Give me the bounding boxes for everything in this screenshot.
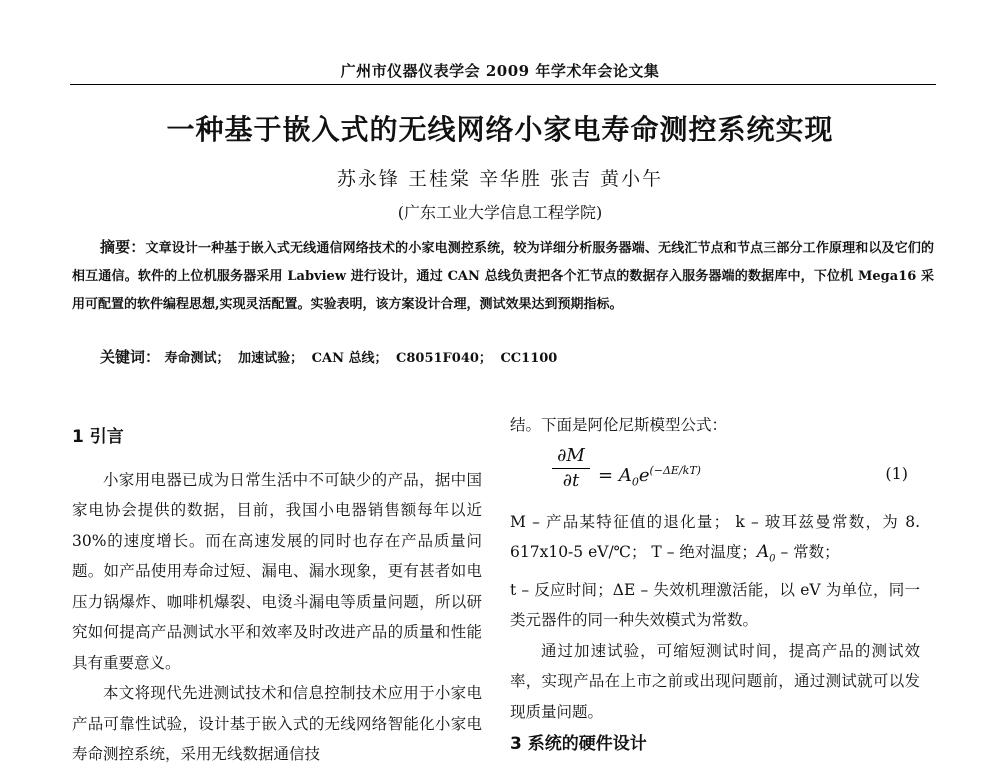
fraction-bar xyxy=(552,468,590,469)
formula-e: e xyxy=(638,464,650,486)
arrhenius-formula xyxy=(510,441,920,503)
formula-denominator: ∂t xyxy=(562,469,580,491)
const-a-sub: 0 xyxy=(769,553,776,565)
keyword-item: 寿命测试； xyxy=(164,351,230,366)
def-text-1: M – 产品某特征值的退化量； k – 玻耳兹曼常数，为 8. 617x10-5 eV/℃； T – 绝对温度； xyxy=(510,512,920,561)
keywords-label: 关键词： xyxy=(100,348,161,366)
formula-definitions-2: t – 反应时间；ΔE – 失效机理激活能，以 eV 为单位，同一类元器件的同一种失效模式为常数。 xyxy=(510,580,920,630)
abstract-label: 摘要： xyxy=(100,238,146,256)
right-column xyxy=(510,410,920,760)
paper-authors: 苏永锋 王桂棠 辛华胜 张吉 黄小午 xyxy=(336,168,664,190)
formula-equals: = xyxy=(598,464,614,486)
abstract-text: 文章设计一种基于嵌入式无线通信网络技术的小家电测控系统，较为详细分析服务器端、无线汇节点和节点三部分工作原理和以及它们的相互通信。软件的上位机服务器采用 Labview 进行设计，通过 CAN 总线负责把各个汇节点的数据存入服务器端的数据库中，下位机 Mega16 采用可配置的软件编程思想,实现灵活配置。实验表明，该方案设计合理，测试效果达到预期指标。 xyxy=(72,241,934,312)
formula-fraction xyxy=(552,445,590,492)
keyword-item: CC1100 xyxy=(500,351,558,366)
left-column xyxy=(72,410,482,770)
accel-test-paragraph: 通过加速试验，可缩短测试时间，提高产品的测试效率，实现产品在上市之前或出现问题前，通过测试就可以发现质量问题。 xyxy=(510,641,920,721)
const-a0 xyxy=(756,542,776,565)
formula-definitions-1 xyxy=(510,507,920,575)
keywords xyxy=(100,346,920,367)
paper-affiliation: (广东工业大学信息工程学院) xyxy=(397,203,603,222)
formula-exponent: (−ΔE/kT) xyxy=(649,463,701,477)
formula-a: A xyxy=(618,464,632,486)
intro-paragraph-1: 小家用电器已成为日常生活中不可缺少的产品，据中国家电协会提供的数据，目前，我国小电器销售额每年以近 30%的速度增长。而在高速发展的同时也存在产品质量问题。如产品使用寿命过短、漏电、漏水现象，更有甚者如电压力锅爆炸、咖啡机爆裂、电烫斗漏电等质量问题，所以研究如何提高产品测试水平和效率及时改进产品的质量和性能具有重要意义。 xyxy=(72,470,482,672)
formula-intro: 结。下面是阿伦尼斯模型公式： xyxy=(510,416,728,434)
keyword-item: C8051F040； xyxy=(396,351,492,366)
keyword-item: CAN 总线； xyxy=(311,351,388,366)
running-header: 广州市仪器仪表学会 2009 年学术年会论文集 xyxy=(340,62,660,80)
header-rule xyxy=(70,84,936,85)
formula-numerator: ∂M xyxy=(557,444,585,466)
section-3-heading: 3 系统的硬件设计 xyxy=(510,734,647,755)
const-a: A xyxy=(756,542,770,562)
section-1-heading: 1 引言 xyxy=(72,427,124,447)
formula-rhs xyxy=(598,456,701,498)
def-text-1-end: – 常数； xyxy=(775,543,840,561)
keyword-item: 加速试验； xyxy=(238,351,304,366)
paper-title: 一种基于嵌入式的无线网络小家电寿命测控系统实现 xyxy=(166,113,834,146)
abstract xyxy=(72,233,934,319)
equation-number: (1) xyxy=(885,463,908,483)
formula-a-sub: 0 xyxy=(631,475,639,489)
intro-paragraph-2: 本文将现代先进测试技术和信息控制技术应用于小家电产品可靠性试验，设计基于嵌入式的无线网络智能化小家电寿命测控系统，采用无线数据通信技 xyxy=(72,684,482,763)
